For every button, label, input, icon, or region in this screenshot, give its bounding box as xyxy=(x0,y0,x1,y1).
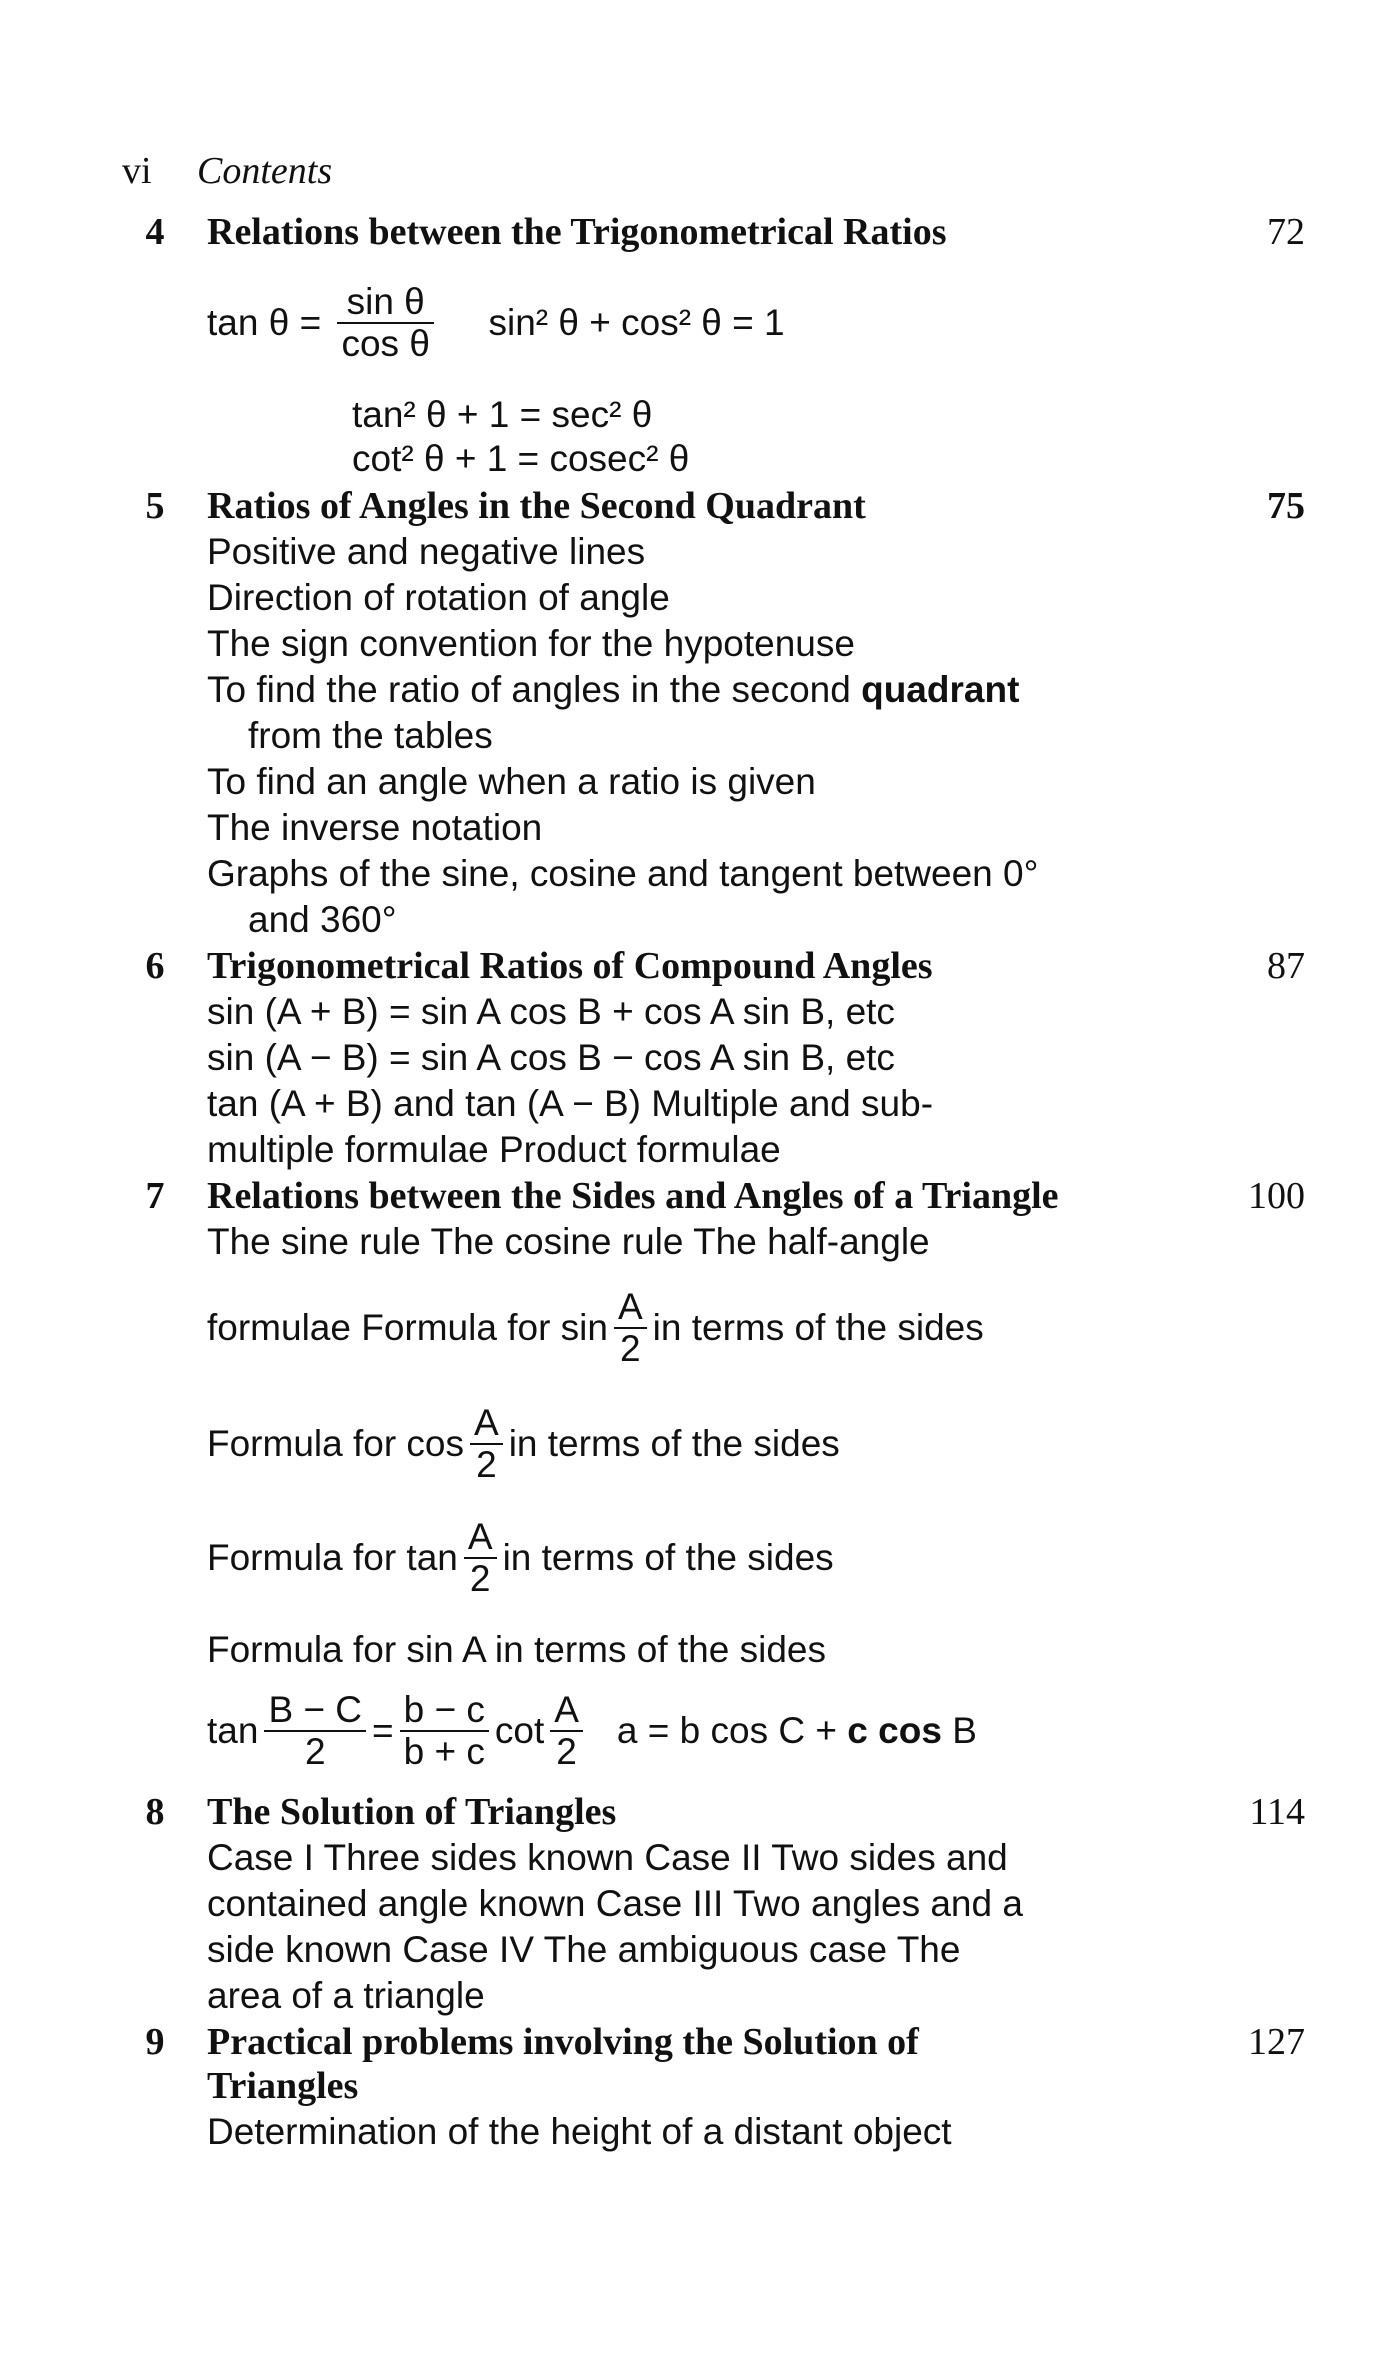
formula-pythagorean: sin² θ + cos² θ = 1 xyxy=(488,302,785,343)
chapter-number-9: 9 xyxy=(145,2021,165,2063)
formula-half-angle-cos: Formula for cos $\frac{A}{2}$ in terms of the sides xyxy=(207,1402,840,1485)
chapter-page-5: 75 xyxy=(1267,485,1305,527)
toc-subentry-continued: from the tables xyxy=(248,715,493,756)
fraction-b-minus-c-over-b-plus-c: $\frac{b - c}{b + c}$ xyxy=(400,1690,489,1772)
toc-subentry: Case I Three sides known Case II Two sides and xyxy=(207,1837,1008,1878)
chapter-title-9: Practical problems involving the Solution of xyxy=(207,2021,919,2063)
chapter-page-6: 87 xyxy=(1267,945,1305,987)
fraction-a-over-2: $\frac{A}{2}$ xyxy=(614,1287,647,1369)
toc-subentry: Determination of the height of a distant object xyxy=(207,2111,952,2152)
chapter-title-7: Relations between the Sides and Angles of a Triangle xyxy=(207,1175,1059,1217)
fraction-a-over-2: $\frac{A}{2}$ xyxy=(470,1403,503,1485)
chapter-number-5: 5 xyxy=(145,485,165,527)
formula-projection: a = b cos C + c cos B xyxy=(616,1710,977,1751)
chapter-title-6: Trigonometrical Ratios of Compound Angles xyxy=(207,945,933,987)
chapter-number-7: 7 xyxy=(145,1175,165,1217)
chapter-page-4: 72 xyxy=(1267,211,1305,253)
toc-subentry: The sign convention for the hypotenuse xyxy=(207,623,855,664)
formula-sec-identity: tan² θ + 1 = sec² θ xyxy=(352,394,653,435)
toc-subentry: Graphs of the sine, cosine and tangent between 0° xyxy=(207,853,1039,894)
toc-subentry: The inverse notation xyxy=(207,807,543,848)
chapter-number-6: 6 xyxy=(145,945,165,987)
fraction-b-minus-c-over-2: $\frac{B - C}{2}$ xyxy=(264,1690,366,1772)
toc-subentry: area of a triangle xyxy=(207,1975,485,2016)
formula-half-angle-tan: Formula for tan $\frac{A}{2}$ in terms of the sides xyxy=(207,1516,834,1599)
fraction-sin-over-cos: $\frac{\text{sin θ}}{\text{cos θ}}$ xyxy=(337,282,433,364)
fraction-a-over-2: $\frac{A}{2}$ xyxy=(464,1517,497,1599)
toc-subentry: tan (A + B) and tan (A − B) Multiple and sub- xyxy=(207,1083,934,1124)
toc-subentry: Positive and negative lines xyxy=(207,531,646,572)
fraction-a-over-2: $\frac{A}{2}$ xyxy=(550,1690,583,1772)
formula-tan-identity: tan θ = $\frac{\text{sin θ}}{\text{cos θ}}$ sin² θ + cos² θ = 1 xyxy=(207,281,785,364)
toc-subentry: To find the ratio of angles in the second quadrant xyxy=(207,669,1020,710)
chapter-page-9: 127 xyxy=(1248,2021,1305,2063)
toc-subentry: sin (A − B) = sin A cos B − cos A sin B, etc xyxy=(207,1037,895,1078)
chapter-title-9-continued: Triangles xyxy=(207,2065,359,2107)
toc-subentry: Direction of rotation of angle xyxy=(207,577,670,618)
chapter-title-8: The Solution of Triangles xyxy=(207,1791,617,1833)
chapter-number-8: 8 xyxy=(145,1791,165,1833)
running-head xyxy=(122,148,332,194)
chapter-page-7: 100 xyxy=(1248,1175,1305,1217)
formula-half-angle-sin: formulae Formula for sin $\frac{A}{2}$ in terms of the sides xyxy=(207,1286,984,1369)
toc-subentry: contained angle known Case III Two angles and a xyxy=(207,1883,1023,1924)
formula-napier-tangent: tan $\frac{B - C}{2}$ = $\frac{b - c}{b + c}$ cot $\frac{A}{2}$ a = b cos C + c cos B xyxy=(207,1689,977,1772)
toc-subentry: To find an angle when a ratio is given xyxy=(207,761,816,802)
chapter-title-4: Relations between the Trigonometrical Ratios xyxy=(207,211,947,253)
toc-subentry-continued: and 360° xyxy=(248,899,397,940)
chapter-page-8: 114 xyxy=(1249,1791,1305,1833)
chapter-title-5: Ratios of Angles in the Second Quadrant xyxy=(207,485,866,527)
chapter-number-4: 4 xyxy=(145,211,165,253)
toc-subentry: Formula for sin A in terms of the sides xyxy=(207,1629,826,1670)
toc-subentry: multiple formulae Product formulae xyxy=(207,1129,781,1170)
running-title: Contents xyxy=(197,150,333,192)
page-folio: vi xyxy=(122,150,152,192)
toc-subentry: The sine rule The cosine rule The half-angle xyxy=(207,1221,930,1262)
toc-subentry: side known Case IV The ambiguous case The xyxy=(207,1929,961,1970)
formula-cosec-identity: cot² θ + 1 = cosec² θ xyxy=(352,438,690,479)
toc-subentry: sin (A + B) = sin A cos B + cos A sin B, etc xyxy=(207,991,895,1032)
